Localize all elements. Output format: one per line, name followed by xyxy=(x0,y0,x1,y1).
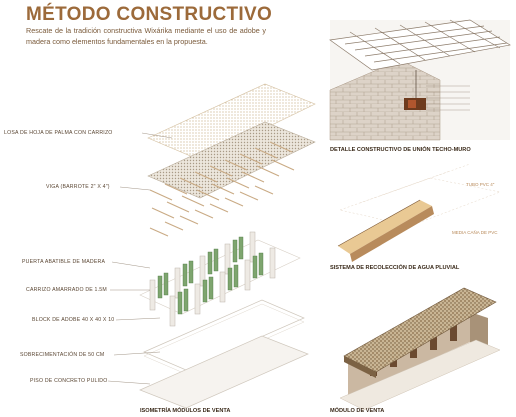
joint-detail xyxy=(330,20,510,140)
label-door: PUERTA ABATIBLE DE MADERA xyxy=(22,259,106,265)
walls-layer xyxy=(140,232,300,326)
label-floor: PISO DE CONCRETO PULIDO xyxy=(30,378,108,384)
module-render xyxy=(340,288,500,410)
joint-detail-caption: DETALLE CONSTRUCTIVO DE UNIÓN TECHO-MURO xyxy=(330,147,471,153)
module-caption: MÓDULO DE VENTA xyxy=(330,408,385,414)
rain-caption: SISTEMA DE RECOLECCIÓN DE AGUA PLUVIAL xyxy=(330,265,460,271)
label-foundation: SOBRECIMENTACIÓN DE 50 CM xyxy=(20,352,105,358)
page-subtitle: Rescate de la tradición constructiva Wixárika mediante el uso de adobe y madera como elementos fundamentales en la propuesta. xyxy=(26,26,266,46)
isometry-caption: ISOMETRÍA MÓDULOS DE VENTA xyxy=(140,408,231,414)
label-roof-slab: LOSA DE HOJA DE PALMA CON CARRIZO xyxy=(4,130,113,136)
label-beam: VIGA (BARROTE 2" X 4") xyxy=(46,184,110,190)
tag-pvc-channel: MEDIA CAÑA DE PVC xyxy=(452,230,498,235)
page-title: MÉTODO CONSTRUCTIVO xyxy=(26,4,273,25)
rain-gutter-detail xyxy=(338,164,500,262)
label-adobe-block: BLOCK DE ADOBE 40 X 40 X 10 xyxy=(32,317,115,323)
tag-pvc-pipe: TUBO PVC 4" xyxy=(466,182,495,187)
label-reed: CARRIZO AMARRADO DE 1.5M xyxy=(26,287,107,293)
